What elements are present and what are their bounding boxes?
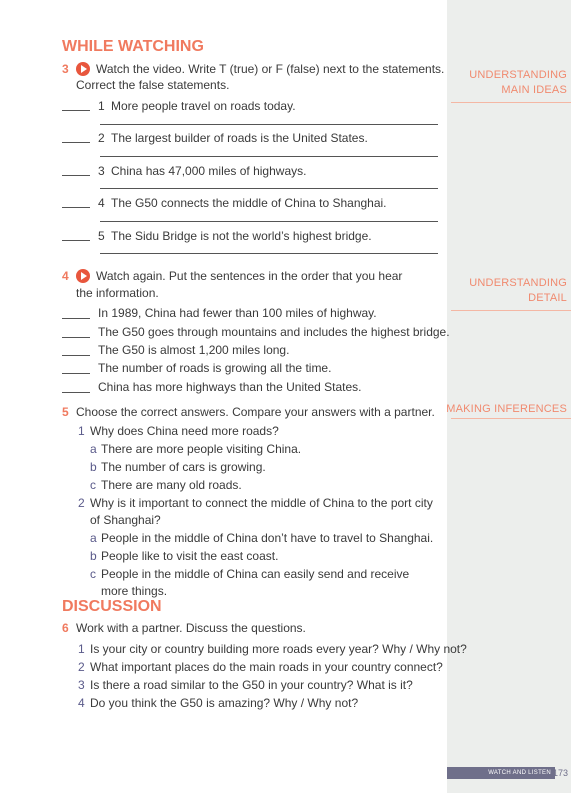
statement-text: China has 47,000 miles of highways. [111, 164, 307, 178]
option-text: The number of cars is growing. [101, 460, 266, 474]
option-letter[interactable]: b [90, 549, 97, 563]
option-text: People like to visit the east coast. [101, 549, 279, 563]
option-text: People in the middle of China can easily send and receive [101, 567, 410, 581]
statement-text: The largest builder of roads is the United States. [111, 131, 368, 145]
option-letter[interactable]: a [90, 442, 97, 456]
answer-blank[interactable] [62, 240, 90, 241]
sidebar-label-line: UNDERSTANDING [469, 69, 567, 81]
section-heading-discussion: DISCUSSION [62, 598, 162, 615]
play-video-icon[interactable] [76, 62, 90, 76]
section-heading-while-watching: WHILE WATCHING [62, 38, 204, 55]
exercise-number: 3 [62, 62, 69, 76]
question-number: 1 [78, 424, 85, 438]
statement-number: 3 [98, 164, 105, 178]
option-letter[interactable]: b [90, 460, 97, 474]
option-text: There are more people visiting China. [101, 442, 302, 456]
correction-line[interactable] [100, 253, 438, 254]
option-text: There are many old roads. [101, 478, 242, 492]
correction-line[interactable] [100, 221, 438, 222]
question-number: 2 [78, 660, 85, 674]
sidebar-divider [451, 418, 571, 419]
question-text: Why does China need more roads? [90, 424, 279, 438]
footer-section-label: WATCH AND LISTEN [488, 770, 551, 776]
answer-blank[interactable] [62, 110, 90, 111]
order-sentence: The number of roads is growing all the time. [98, 361, 332, 375]
exercise-number: 5 [62, 405, 69, 419]
answer-blank[interactable] [62, 175, 90, 176]
option-letter[interactable]: a [90, 531, 97, 545]
sidebar-label-line: DETAIL [528, 292, 567, 304]
question-text: Do you think the G50 is amazing? Why / Why not? [90, 696, 359, 710]
order-blank[interactable] [62, 355, 90, 356]
page-number: 173 [552, 768, 568, 778]
statement-number: 4 [98, 196, 105, 210]
correction-line[interactable] [100, 188, 438, 189]
exercise-instruction: the information. [76, 286, 159, 300]
question-number: 1 [78, 642, 85, 656]
option-text: more things. [101, 584, 168, 598]
question-number: 2 [78, 496, 85, 510]
correction-line[interactable] [100, 156, 438, 157]
sidebar-divider [451, 102, 571, 103]
order-blank[interactable] [62, 318, 90, 319]
exercise-number: 6 [62, 621, 69, 635]
question-text: Is your city or country building more roads every year? Why / Why not? [90, 642, 467, 656]
sidebar-label-inferences [446, 402, 567, 417]
statement-text: More people travel on roads today. [111, 99, 296, 113]
sidebar [447, 0, 571, 793]
answer-blank[interactable] [62, 142, 90, 143]
sidebar-label-line: MAKING INFERENCES [446, 403, 567, 415]
exercise-instruction: Choose the correct answers. Compare your answers with a partner. [76, 405, 435, 419]
order-sentence: China has more highways than the United States. [98, 380, 362, 394]
statement-number: 1 [98, 99, 105, 113]
order-blank[interactable] [62, 392, 90, 393]
question-text: Is there a road similar to the G50 in your country? What is it? [90, 678, 413, 692]
order-sentence: In 1989, China had fewer than 100 miles of highway. [98, 306, 377, 320]
question-number: 3 [78, 678, 85, 692]
correction-line[interactable] [100, 124, 438, 125]
question-text: What important places do the main roads in your country connect? [90, 660, 443, 674]
play-video-icon[interactable] [76, 269, 90, 283]
question-text: Why is it important to connect the middle of China to the port city [90, 496, 433, 510]
statement-text: The Sidu Bridge is not the world’s highest bridge. [111, 229, 372, 243]
order-blank[interactable] [62, 337, 90, 338]
order-sentence: The G50 goes through mountains and includes the highest bridge. [98, 325, 450, 339]
sidebar-label-line: MAIN IDEAS [501, 84, 567, 96]
sidebar-divider [451, 310, 571, 311]
order-sentence: The G50 is almost 1,200 miles long. [98, 343, 290, 357]
question-text: of Shanghai? [90, 513, 161, 527]
statement-text: The G50 connects the middle of China to Shanghai. [111, 196, 387, 210]
option-letter[interactable]: c [90, 478, 96, 492]
question-number: 4 [78, 696, 85, 710]
answer-blank[interactable] [62, 207, 90, 208]
exercise-instruction: Watch again. Put the sentences in the order that you hear [96, 269, 403, 283]
sidebar-label-main-ideas [469, 68, 567, 98]
order-blank[interactable] [62, 373, 90, 374]
sidebar-label-detail [469, 276, 567, 306]
exercise-instruction: Watch the video. Write T (true) or F (false) next to the statements. [96, 62, 445, 76]
exercise-instruction: Work with a partner. Discuss the questions. [76, 621, 306, 635]
option-letter[interactable]: c [90, 567, 96, 581]
sidebar-label-line: UNDERSTANDING [469, 277, 567, 289]
exercise-instruction: Correct the false statements. [76, 78, 230, 92]
exercise-number: 4 [62, 269, 69, 283]
statement-number: 5 [98, 229, 105, 243]
statement-number: 2 [98, 131, 105, 145]
option-text: People in the middle of China don’t have to travel to Shanghai. [101, 531, 434, 545]
